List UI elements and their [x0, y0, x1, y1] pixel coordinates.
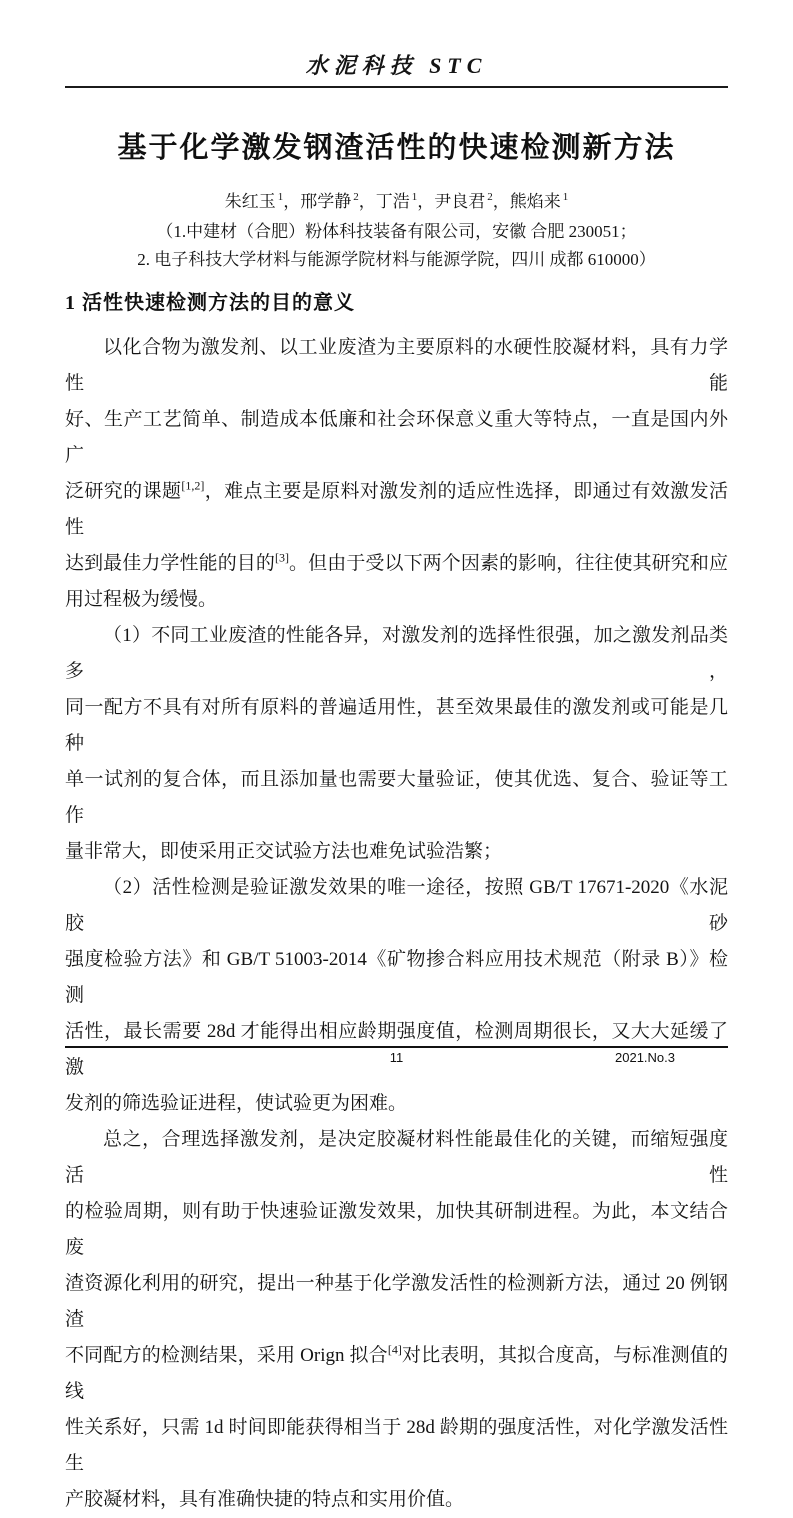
paragraph	[65, 618, 728, 870]
journal-header	[65, 52, 728, 88]
text-run: 以化合物为激发剂、以工业废渣为主要原料的水硬性胶凝材料，具有力学性能	[65, 337, 728, 394]
text-run: 量非常大，即使采用正交试验方法也难免试验浩繁；	[65, 841, 503, 862]
superscript-ref: 1	[411, 191, 418, 204]
text-run: （1）不同工业废渣的性能各异，对激发剂的选择性很强，加之激发剂品类多，	[65, 625, 728, 682]
text-run: ，	[417, 192, 435, 211]
affiliation-line: 2. 电子科技大学材料与能源学院材料与能源学院，四川 成都 610000）	[137, 250, 656, 269]
journal-title: 水泥科技 STC	[305, 53, 488, 78]
text-run: 强度检验方法》和 GB/T 51003-2014《矿物掺合料应用技术规范（附录 B）》检测	[65, 949, 728, 1006]
text-run: 朱红玉	[224, 192, 276, 211]
text-run: 尹良君	[434, 192, 486, 211]
paragraph	[65, 1122, 728, 1518]
issue-label: 2021.No.3	[615, 1050, 675, 1065]
paragraph	[65, 870, 728, 1122]
authors-line	[65, 189, 728, 215]
body-line	[65, 582, 728, 618]
text-run: 活性，最长需要 28d 才能得出相应龄期强度值，检测周期很长，又大大延缓了激	[65, 1021, 728, 1078]
superscript-ref: [4]	[387, 1342, 402, 1357]
body-line	[65, 690, 728, 762]
text-run: 好、生产工艺简单、制造成本低廉和社会环保意义重大等特点，一直是国内外广	[65, 409, 728, 466]
body-line	[65, 834, 728, 870]
body-line	[65, 1482, 728, 1518]
body-line	[65, 402, 728, 474]
text-run: 渣资源化利用的研究，提出一种基于化学激发活性的检测新方法，通过 20 例钢渣	[65, 1273, 728, 1330]
text-run: 丁浩	[375, 192, 410, 211]
article-body	[65, 330, 728, 1518]
text-run: 性关系好，只需 1d 时间即能获得相当于 28d 龄期的强度活性，对化学激发活性生	[65, 1417, 728, 1474]
body-line	[65, 546, 728, 582]
body-line	[65, 1194, 728, 1266]
footer-row	[65, 1048, 728, 1070]
body-line	[65, 1266, 728, 1338]
body-line	[65, 762, 728, 834]
affiliation-line: （1.中建材（合肥）粉体科技装备有限公司，安徽 合肥 230051；	[156, 222, 637, 241]
superscript-ref: [3]	[274, 550, 289, 565]
paragraph	[65, 330, 728, 618]
page-footer	[65, 1046, 728, 1070]
text-run: ，	[283, 192, 301, 211]
text-run: 对比表明，其拟合度高，与标准测值的线	[65, 1345, 729, 1402]
text-run: 泛研究的课题	[65, 481, 182, 502]
text-run: 邢学静	[300, 192, 352, 211]
body-line	[65, 618, 728, 690]
superscript-ref: 2	[353, 191, 359, 204]
body-line	[65, 1122, 728, 1194]
text-run: 用过程极为缓慢。	[65, 589, 218, 610]
text-run: 发剂的筛选验证进程，使试验更为困难。	[65, 1093, 408, 1114]
header-rule	[65, 86, 728, 88]
text-run: 的检验周期，则有助于快速验证激发效果，加快其研制进程。为此，本文结合废	[65, 1201, 728, 1258]
text-run: ，	[358, 192, 376, 211]
text-run: 同一配方不具有对所有原料的普遍适用性，甚至效果最佳的激发剂或可能是几种	[65, 697, 728, 754]
body-line	[65, 330, 728, 402]
text-run: （2）活性检测是验证激发效果的唯一途径，按照 GB/T 17671-2020《水泥胶砂	[65, 877, 728, 934]
text-run: 单一试剂的复合体，而且添加量也需要大量验证，使其优选、复合、验证等工作	[65, 769, 728, 826]
body-line	[65, 870, 728, 942]
text-run: 总之，合理选择激发剂，是决定胶凝材料性能最佳化的关键，而缩短强度活性	[65, 1129, 728, 1186]
section-heading: 1 活性快速检测方法的目的意义	[65, 292, 355, 314]
text-run: 产胶凝材料，具有准确快捷的特点和实用价值。	[65, 1489, 465, 1510]
body-line	[65, 1086, 728, 1122]
superscript-ref: [1,2]	[181, 478, 205, 493]
superscript-ref: 2	[487, 191, 493, 204]
superscript-ref: 1	[277, 191, 284, 204]
text-run: 达到最佳力学性能的目的	[65, 553, 275, 574]
text-run: 不同配方的检测结果，采用 Orign 拟合	[65, 1345, 388, 1366]
text-run: ，	[492, 192, 510, 211]
text-run: 熊焰来	[509, 192, 561, 211]
text-run: 。但由于受以下两个因素的影响，往往使其研究和应	[288, 553, 728, 574]
page-number: 11	[389, 1050, 404, 1065]
body-line	[65, 1338, 728, 1410]
body-line	[65, 1410, 728, 1482]
text-run: ，难点主要是原料对激发剂的适应性选择，即通过有效激发活性	[65, 481, 728, 538]
affiliations	[65, 218, 728, 274]
body-line	[65, 474, 728, 546]
body-line	[65, 942, 728, 1014]
superscript-ref: 1	[562, 191, 569, 204]
article-title: 基于化学激发钢渣活性的快速检测新方法	[117, 132, 676, 164]
